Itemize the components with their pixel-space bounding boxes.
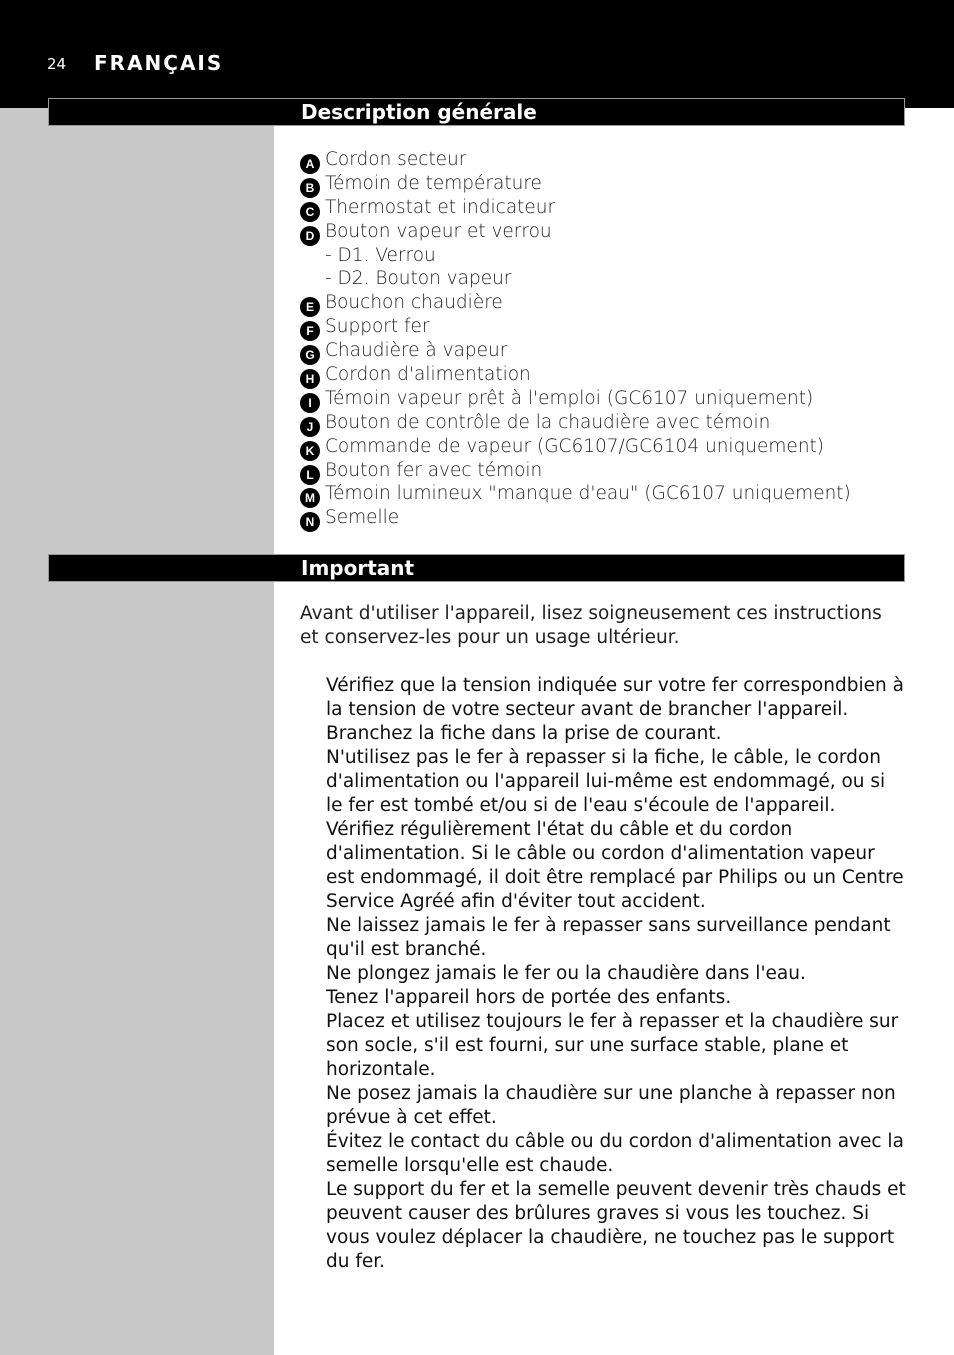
language-title: FRANÇAIS [94,51,224,75]
page-number: 24 [47,55,67,73]
letter-badge-icon: M [300,488,320,508]
list-item-text: Semelle [325,507,400,529]
warning-item: Ne posez jamais la chaudière sur une planche à repasser non prévue à cet effet. [326,1083,896,1128]
list-item-text: Bouton fer avec témoin [325,459,543,481]
warning-item: Ne laissez jamais le fer à repasser sans surveillance pendant qu'il est branché. [326,915,891,960]
warning-list [326,674,906,1274]
page-header [0,0,954,108]
warning-item: Évitez le contact du câble ou du cordon d'alimentation avec la semelle lorsqu'elle est chaude. [326,1131,904,1176]
left-margin-column [0,108,274,1355]
list-item-text: Témoin lumineux "manque d'eau" (GC6107 uniquement) [325,483,851,505]
list-item-text: Cordon d'alimentation [325,364,531,386]
letter-badge-icon: C [300,202,320,222]
list-item [300,363,851,387]
letter-badge-icon: D [300,226,320,246]
letter-badge-icon: N [300,512,320,532]
list-item [300,148,851,172]
list-item-text: Bouton vapeur et verrou [325,220,552,242]
letter-badge-icon: I [300,393,320,413]
list-item-text: - D1. Verrou [325,244,436,266]
list-item-text: Commande de vapeur (GC6107/GC6104 uniquement) [325,435,825,457]
list-item [300,387,851,411]
list-item [300,482,851,506]
list-item [300,435,851,459]
list-item [300,339,851,363]
list-item-text: Cordon secteur [325,149,467,170]
list-item-text: Thermostat et indicateur [325,196,556,218]
warning-item: Le support du fer et la semelle peuvent devenir très chauds et peuvent causer des brûlures graves si vous les touchez. Si vous voulez déplacer la chaudière, ne touchez pas le support du fer. [326,1179,906,1272]
list-item [300,291,851,315]
letter-badge-icon: G [300,345,320,365]
letter-badge-icon: A [300,154,320,174]
letter-badge-icon: F [300,321,320,341]
warning-item: Vérifiez régulièrement l'état du câble et du cordon d'alimentation. Si le câble ou cordon d'alimentation vapeur est endommagé, il doit être remplacé par Philips ou un Centre Service Agréé afin d'éviter tout accident. [326,819,904,912]
list-item-text: Témoin vapeur prêt à l'emploi (GC6107 uniquement) [325,387,814,409]
warning-item: Vérifiez que la tension indiquée sur votre fer correspondbien à la tension de votre secteur avant de brancher l'appareil. [326,675,904,720]
list-item [300,506,851,530]
list-item [300,459,851,483]
section-title: Important [301,556,415,580]
list-item [300,172,851,196]
list-item-text: Support fer [325,316,430,338]
important-intro: Avant d'utiliser l'appareil, lisez soigneusement ces instructions et conservez-les pour un usage ultérieur. [300,603,882,648]
section-header-important [48,554,905,582]
letter-badge-icon: H [300,369,320,389]
letter-badge-icon: L [300,465,320,485]
letter-badge-icon: J [300,417,320,437]
section-header-description [48,98,905,126]
list-item [300,244,851,268]
letter-badge-icon: B [300,178,320,198]
warning-item: Branchez la fiche dans la prise de courant. [326,723,722,744]
list-item-text: - D2. Bouton vapeur [325,268,512,290]
list-item [300,196,851,220]
list-item-text: Témoin de température [325,172,542,194]
list-item-text: Bouton de contrôle de la chaudière avec témoin [325,411,771,433]
warning-item: Ne plongez jamais le fer ou la chaudière dans l'eau. [326,963,806,984]
warning-item: N'utilisez pas le fer à repasser si la fiche, le câble, le cordon d'alimentation ou l'appareil lui-même est endommagé, ou si le fer est tombé et/ou si de l'eau s'écoule de l'appareil. [326,747,886,816]
letter-badge-icon: K [300,441,320,461]
warning-item: Tenez l'appareil hors de portée des enfants. [326,987,732,1008]
warning-item: Placez et utilisez toujours le fer à repasser et la chaudière sur son socle, s'il est fourni, sur une surface stable, plane et horizontale. [326,1011,899,1080]
list-item-text: Bouchon chaudière [325,292,503,314]
list-item [300,220,851,244]
section-title: Description générale [301,100,537,124]
component-list [300,148,851,530]
list-item [300,267,851,291]
list-item [300,315,851,339]
letter-badge-icon: E [300,297,320,317]
list-item-text: Chaudière à vapeur [325,340,508,362]
list-item [300,411,851,435]
